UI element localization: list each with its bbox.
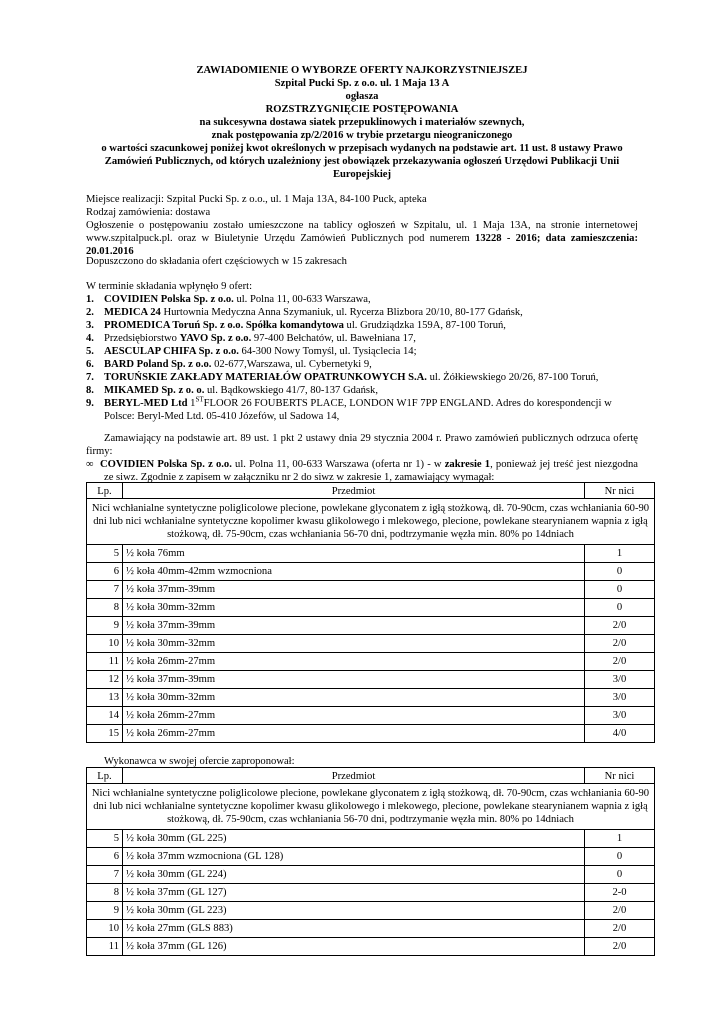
row-thread-no: 2/0: [585, 617, 655, 635]
table-row: [87, 920, 655, 938]
notice-publication: [86, 219, 638, 258]
offer-firm: MEDICA 24: [104, 307, 161, 318]
row-number: 14: [87, 707, 123, 725]
table-header-row: [87, 768, 655, 784]
row-thread-no: 4/0: [585, 725, 655, 743]
offers-intro: W terminie składania wpłynęło 9 ofert:: [86, 281, 253, 292]
header-reference: znak postępowania zp/2/2016 w trybie przetargu nieograniczonego: [211, 130, 513, 141]
row-thread-no: 0: [585, 866, 655, 884]
row-item: ½ koła 30mm (GL 225): [123, 830, 585, 848]
row-number: 13: [87, 689, 123, 707]
notice-text: Ogłoszenie o postępowaniu zostało umieszczone na tablicy ogłoszeń w Szpitalu, ul. 1 Maja 13A, na stronie internetowej www.szpitalpuck.pl. oraz w Biuletynie Urzędu Zamówień Publicznych pod numerem: [86, 220, 638, 244]
row-number: 7: [87, 866, 123, 884]
offer-firm: TORUŃSKIE ZAKŁADY MATERIAŁÓW OPATRUNKOWYCH S.A.: [104, 372, 427, 383]
notice-number: 13228 - 2016; data zamieszczenia: 20.01.2016: [86, 233, 638, 257]
row-item: ½ koła 26mm-27mm: [123, 707, 585, 725]
row-number: 7: [87, 581, 123, 599]
offer-address: FLOOR 26 FOUBERTS PLACE, LONDON W1F 7PP ENGLAND. Adres do korespondencji w Polsce: Beryl-Med Ltd. 05-410 Józefów, ul Sadowa 14,: [104, 398, 612, 422]
row-number: 9: [87, 902, 123, 920]
row-thread-no: 1: [585, 830, 655, 848]
offer-address: ul. Grudziądzka 159A, 87-100 Toruń,: [343, 320, 506, 331]
table-body: [87, 545, 655, 743]
row-number: 5: [87, 545, 123, 563]
row-item: ½ koła 30mm (GL 223): [123, 902, 585, 920]
offer-address: Hurtownia Medyczna Anna Szymaniuk, ul. Rycerza Blizbora 20/10, 80-177 Gdańsk,: [160, 307, 523, 318]
header-subject: na sukcesywna dostawa siatek przepuklinowych i materiałów szewnych,: [199, 117, 525, 128]
row-thread-no: 2/0: [585, 635, 655, 653]
row-item: ½ koła 37mm wzmocniona (GL 128): [123, 848, 585, 866]
row-item: ½ koła 27mm (GLS 883): [123, 920, 585, 938]
item-description: Nici wchłanialne syntetyczne poliglicolowe plecione, powlekane glyconatem z igłą stożkową, dł. 70-90cm, czas wchłaniania 60-90 dni lub nici wchłanialne syntetyczne kopolimer kwasu glikolowego i mlekowego, plecione, powlekane stearynianem wapnia z igłą stożkową, dł. 75-90cm, czas wchłaniania 56-70 dni, podtrzymanie węzła min. 80% po 14dniach: [87, 499, 655, 545]
row-thread-no: 0: [585, 563, 655, 581]
offered-items-table: [86, 767, 655, 956]
row-number: 11: [87, 653, 123, 671]
row-item: ½ koła 37mm-39mm: [123, 581, 585, 599]
row-item: ½ koła 30mm-32mm: [123, 635, 585, 653]
item-description: Nici wchłanialne syntetyczne poliglicolowe plecione, powlekane glyconatem z igłą stożkową, dł. 70-90cm, czas wchłaniania 60-90 dni lub nici wchłanialne syntetyczne kopolimer kwasu glikolowego i mlekowego, plecione, powlekane stearynianem wapnia z igłą stożkową, dł. 75-90cm, czas wchłaniania 56-70 dni, podtrzymanie węzła min. 80% po 14dniach: [87, 784, 655, 830]
row-thread-no: 3/0: [585, 689, 655, 707]
row-number: 10: [87, 920, 123, 938]
description-row: [87, 784, 655, 830]
header-organization: Szpital Pucki Sp. z o.o. ul. 1 Maja 13 A: [274, 78, 450, 89]
contractor-intro: Wykonawca w swojej ofercie zaproponował:: [104, 756, 295, 767]
table-row: [87, 689, 655, 707]
offer-number: 2.: [86, 307, 94, 318]
row-thread-no: 2/0: [585, 653, 655, 671]
offer-address: ul. Polna 11, 00-633 Warszawa,: [233, 294, 371, 305]
offer-item: [86, 345, 638, 358]
offer-address-start: 1: [187, 398, 196, 409]
row-thread-no: 3/0: [585, 707, 655, 725]
row-item: ½ koła 30mm-32mm: [123, 599, 585, 617]
row-item: ½ koła 37mm-39mm: [123, 617, 585, 635]
place-of-realization: Miejsce realizacji: Szpital Pucki Sp. z o.o., ul. 1 Maja 13A, 84-100 Puck, apteka: [86, 194, 427, 205]
row-item: ½ koła 37mm (GL 126): [123, 938, 585, 956]
rejection-detail: [86, 458, 638, 484]
infinity-bullet-icon: ∞: [86, 459, 94, 470]
column-header-lp: Lp.: [87, 483, 123, 499]
offer-number: 5.: [86, 346, 94, 357]
table-row: [87, 902, 655, 920]
partial-offers-note: Dopuszczono do składania ofert częściowych w 15 zakresach: [86, 256, 347, 267]
rejection-scope: zakresie 1: [444, 459, 491, 470]
offer-address: ul. Bądkowskiego 41/7, 80-137 Gdańsk,: [204, 385, 378, 396]
row-item: ½ koła 26mm-27mm: [123, 725, 585, 743]
table-row: [87, 563, 655, 581]
row-number: 9: [87, 617, 123, 635]
offer-firm: COVIDIEN Polska Sp. z o.o.: [104, 294, 234, 305]
row-number: 8: [87, 599, 123, 617]
table-row: [87, 635, 655, 653]
row-thread-no: 2/0: [585, 902, 655, 920]
column-header-item: Przedmiot: [123, 483, 585, 499]
offer-number: 9.: [86, 398, 94, 409]
table-header-row: [87, 483, 655, 499]
table-row: [87, 671, 655, 689]
offer-item: [86, 319, 638, 332]
row-number: 10: [87, 635, 123, 653]
row-item: ½ koła 30mm (GL 224): [123, 866, 585, 884]
row-number: 6: [87, 848, 123, 866]
table-row: [87, 545, 655, 563]
offer-item: [86, 397, 638, 423]
row-number: 11: [87, 938, 123, 956]
table-row: [87, 725, 655, 743]
offer-number: 1.: [86, 294, 94, 305]
header-title: ZAWIADOMIENIE O WYBORZE OFERTY NAJKORZYSTNIEJSZEJ: [196, 65, 528, 76]
rejection-intro: Zamawiający na podstawie art. 89 ust. 1 pkt 2 ustawy dnia 29 stycznia 2004 r. Prawo zamówień publicznych odrzuca ofertę firmy:: [86, 433, 638, 457]
table-row: [87, 653, 655, 671]
offer-firm: MIKAMED Sp. z o. o.: [104, 385, 205, 396]
offers-list: [86, 293, 638, 423]
column-header-lp: Lp.: [87, 768, 123, 784]
header-resolution: ROZSTRZYGNIĘCIE POSTĘPOWANIA: [265, 104, 459, 115]
offer-address: ul. Żółkiewskiego 20/26, 87-100 Toruń,: [426, 372, 599, 383]
table-row: [87, 617, 655, 635]
table-row: [87, 884, 655, 902]
table-row: [87, 581, 655, 599]
row-thread-no: 2/0: [585, 938, 655, 956]
offer-address: 64-300 Nowy Tomyśl, ul. Tysiąclecia 14;: [238, 346, 417, 357]
offer-number: 6.: [86, 359, 94, 370]
row-item: ½ koła 26mm-27mm: [123, 653, 585, 671]
offer-item: [86, 332, 638, 345]
offer-firm: YAVO Sp. z o.o.: [179, 333, 252, 344]
table-body: [87, 830, 655, 956]
row-item: ½ koła 37mm (GL 127): [123, 884, 585, 902]
offer-address: 97-400 Bełchatów, ul. Bawełniana 17,: [251, 333, 416, 344]
offer-firm: BERYL-MED Ltd: [104, 398, 188, 409]
offer-item: [86, 306, 638, 319]
table-row: [87, 866, 655, 884]
row-thread-no: 2/0: [585, 920, 655, 938]
row-thread-no: 2-0: [585, 884, 655, 902]
column-header-thread-no: Nr nici: [585, 768, 655, 784]
row-thread-no: 0: [585, 848, 655, 866]
row-thread-no: 0: [585, 581, 655, 599]
table-row: [87, 707, 655, 725]
column-header-item: Przedmiot: [123, 768, 585, 784]
offer-number: 3.: [86, 320, 94, 331]
row-number: 5: [87, 830, 123, 848]
table-row: [87, 938, 655, 956]
table-row: [87, 830, 655, 848]
table-row: [87, 848, 655, 866]
description-row: [87, 499, 655, 545]
offer-number: 8.: [86, 385, 94, 396]
row-thread-no: 1: [585, 545, 655, 563]
offer-address: 02-677,Warszawa, ul. Cybernetyki 9,: [211, 359, 372, 370]
offer-number: 4.: [86, 333, 94, 344]
row-item: ½ koła 37mm-39mm: [123, 671, 585, 689]
offer-superscript: ST: [195, 395, 204, 404]
offer-item: [86, 358, 638, 371]
offer-prefix: Przedsiębiorstwo: [104, 333, 180, 344]
rejected-firm: COVIDIEN Polska Sp. z o.o.: [100, 459, 232, 470]
header-legal-basis: o wartości szacunkowej poniżej kwot określonych w przepisach wydanych na podstawie art. 11 ust. 8 ustawy Prawo Zamówień Publicznych, od których uzależniony jest obowiązek przekazywania ogłoszeń Urzędowi Publikacji Unii Europejskiej: [101, 143, 623, 180]
offer-firm: BARD Poland Sp. z o.o.: [104, 359, 212, 370]
table-row: [87, 599, 655, 617]
row-number: 6: [87, 563, 123, 581]
rejection-text: ul. Polna 11, 00-633 Warszawa (oferta nr 1) - w: [231, 459, 445, 470]
row-number: 12: [87, 671, 123, 689]
offer-number: 7.: [86, 372, 94, 383]
row-number: 15: [87, 725, 123, 743]
offer-firm: PROMEDICA Toruń Sp. z o.o. Spółka komandytowa: [104, 320, 344, 331]
rejection-text: , ponieważ jej treść jest niezgodna ze siwz. Zgodnie z zapisem w załączniku nr 2 do siwz w zakresie 1, zamawiający wymagał:: [104, 459, 638, 483]
row-item: ½ koła 40mm-42mm wzmocniona: [123, 563, 585, 581]
offer-firm: AESCULAP CHIFA Sp. z o.o.: [104, 346, 239, 357]
required-items-table: [86, 482, 655, 743]
row-item: ½ koła 30mm-32mm: [123, 689, 585, 707]
row-thread-no: 3/0: [585, 671, 655, 689]
row-item: ½ koła 76mm: [123, 545, 585, 563]
order-type: Rodzaj zamówienia: dostawa: [86, 207, 211, 218]
column-header-thread-no: Nr nici: [585, 483, 655, 499]
header-announces: ogłasza: [345, 91, 379, 102]
document-header: [86, 64, 638, 181]
row-thread-no: 0: [585, 599, 655, 617]
offer-item: [86, 384, 638, 397]
offer-item: [86, 371, 638, 384]
offer-item: [86, 293, 638, 306]
row-number: 8: [87, 884, 123, 902]
